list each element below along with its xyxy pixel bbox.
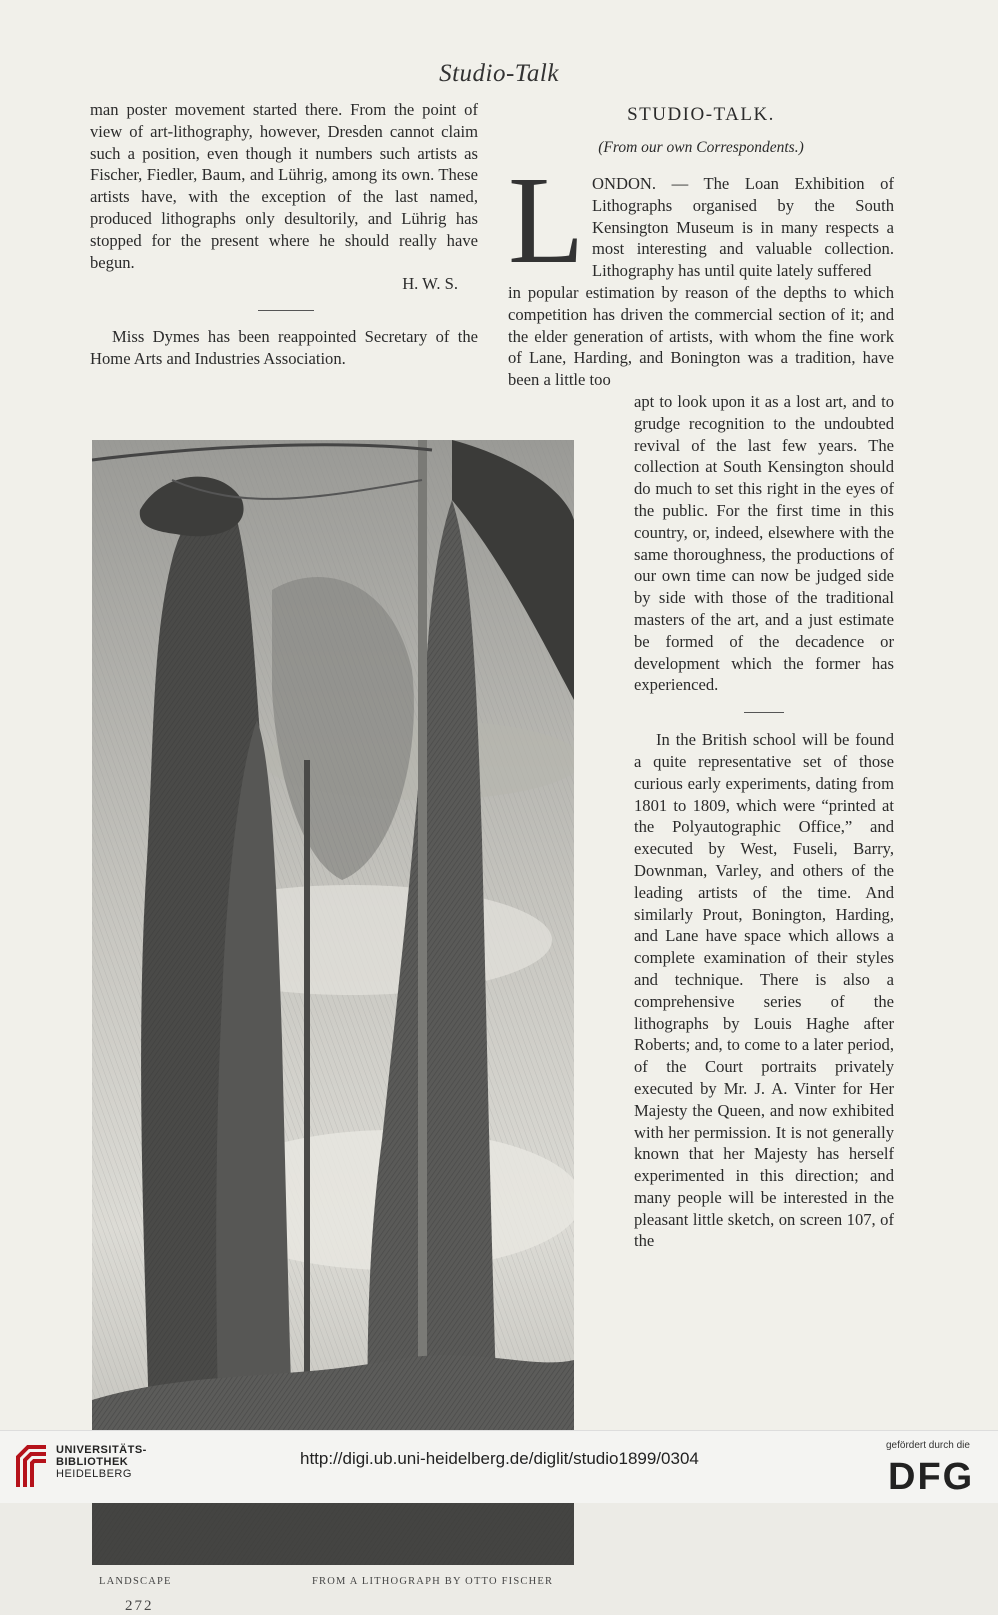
left-column xyxy=(90,99,478,370)
right-paragraph-1-continued: in popular estimation by reason of the depths to which competition has driven the commercial section of it; and the elder generation of artists, with whom the fine work of Lane, Harding, and Bonington was a tradition, have been a little too xyxy=(508,282,894,390)
section-heading: STUDIO-TALK. xyxy=(627,104,775,125)
landscape-lithograph xyxy=(92,440,574,1565)
plate-caption-credit: FROM A LITHOGRAPH BY OTTO FISCHER xyxy=(312,1576,554,1587)
library-line-2: BIBLIOTHEK xyxy=(56,1456,129,1468)
signature: H. W. S. xyxy=(402,274,458,294)
drop-cap: L xyxy=(508,152,585,290)
permalink-url[interactable]: http://digi.ub.uni-heidelberg.de/diglit/studio1899/0304 xyxy=(300,1449,699,1468)
left-paragraph-2: Miss Dymes has been reappointed Secretary of the Home Arts and Industries Association. xyxy=(90,327,478,368)
university-library-name xyxy=(56,1444,147,1480)
library-line-3: HEIDELBERG xyxy=(56,1468,132,1480)
right-paragraph-1-narrow: apt to look upon it as a lost art, and to grudge recognition to the undoubted revival of the last few years. The collection at South Kensington should do much to set this right in the eyes of the public. For the first time in this country, or, indeed, elsewhere with the same thoroughness, the productions of our own time can now be judged side by side with those of the traditional masters of the art, and a just estimate be formed of the decadence or development which the former has experienced. xyxy=(634,392,894,695)
running-head: Studio-Talk xyxy=(439,60,559,87)
digitization-footer xyxy=(0,1430,998,1503)
right-paragraph-1-start: ONDON. — The Loan Exhibition of Lithographs organised by the South Kensington Museum is in many respects a most interesting and valuable collection. Lithography has until quite lately suffered xyxy=(592,174,894,281)
dfg-logo-text: DFG xyxy=(888,1457,975,1493)
right-column-top xyxy=(508,173,894,391)
landscape-illustration xyxy=(92,440,574,1565)
right-paragraph-2: In the British school will be found a quite representative set of those curious early experiments, dating from 1801 to 1809, which were “printed at the Polyautographic Office,” and executed by West, Fuseli, Barry, Downman, Varley, and others of the leading artists of the time. And similarly Prout, Bonington, Harding, and Lane have space which allows a complete examination of their styles and technique. There is also a comprehensive series of the lithographs by Louis Haghe after Roberts; and, to come to a later period, of the Court portraits privately executed by Mr. J. A. Vinter for Her Majesty the Queen, and now exhibited with her permission. It is not generally known that her Majesty has herself experimented in this direction; and many people will be interested in the pleasant little sketch, on screen 107, of the xyxy=(634,730,894,1251)
library-line-1: UNIVERSITÄTS- xyxy=(56,1444,147,1456)
left-paragraph-1: man poster movement started there. From the point of view of art-lithography, however, Dresden cannot claim such a position, even though it numbers such artists as Fischer, Fiedler, Baum, and Lührig, among its own. These artists have, with the exception of the last named, produced lithographs only desultorily, and Lührig has stopped for the present where he should really have begun. xyxy=(90,100,478,272)
section-divider-2 xyxy=(744,712,784,713)
section-divider xyxy=(258,310,314,311)
section-subheading: (From our own Correspondents.) xyxy=(598,139,804,156)
plate-caption-title: LANDSCAPE xyxy=(99,1576,172,1587)
page-number: 272 xyxy=(125,1598,154,1614)
dfg-logo-icon xyxy=(888,1457,980,1498)
right-column-narrow xyxy=(634,391,894,1252)
university-library-logo-icon xyxy=(14,1443,50,1496)
funded-by-label: gefördert durch die xyxy=(886,1440,970,1451)
